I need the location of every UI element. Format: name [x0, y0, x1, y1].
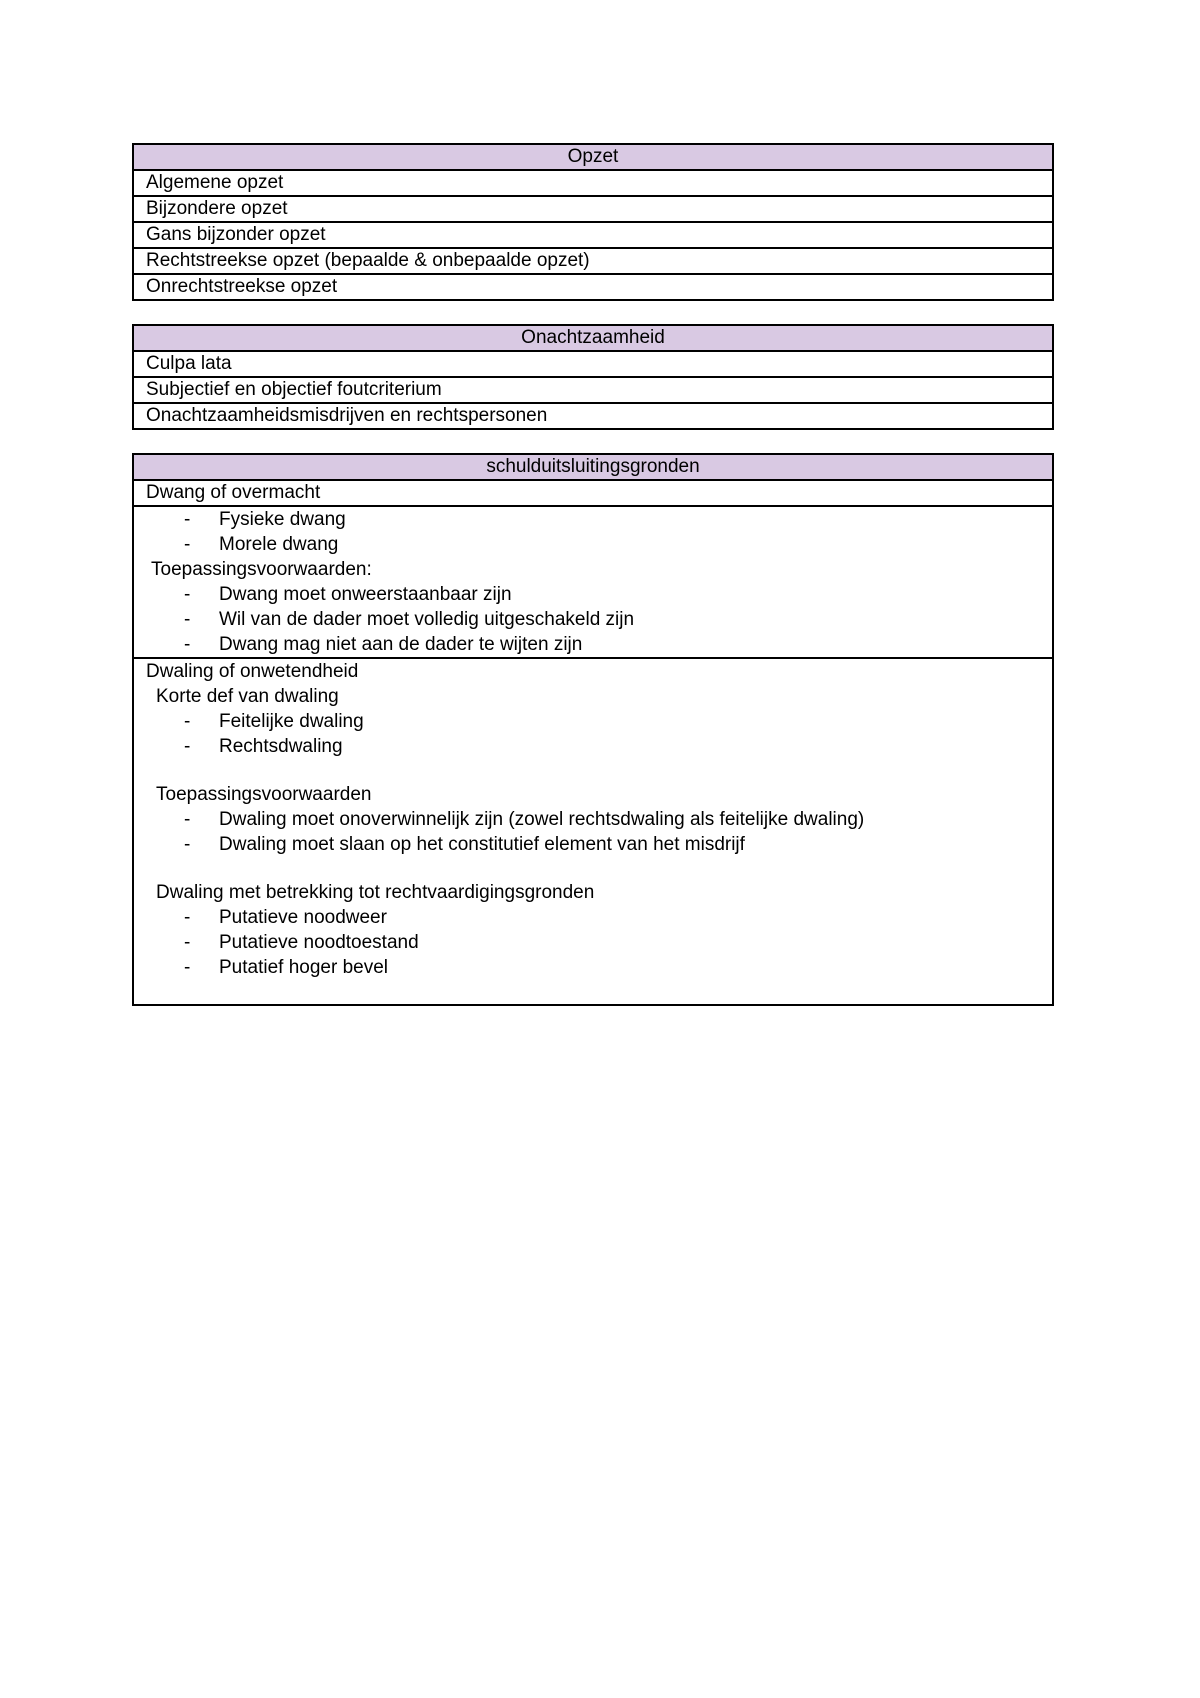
list-item: - Dwang mag niet aan de dader te wijten zijn: [146, 632, 1052, 657]
list-item: - Putatieve noodtoestand: [146, 930, 1052, 955]
spacer: [146, 759, 1052, 782]
list-item: - Morele dwang: [146, 532, 1052, 557]
list-item: - Putatieve noodweer: [146, 905, 1052, 930]
opzet-row: Rechtstreekse opzet (bepaalde & onbepaalde opzet): [134, 249, 1052, 275]
list-item: - Dwang moet onweerstaanbaar zijn: [146, 582, 1052, 607]
opzet-row: Onrechtstreekse opzet: [146, 276, 338, 297]
onachtzaamheid-row: Culpa lata: [134, 352, 1052, 378]
list-item: - Dwaling moet onoverwinnelijk zijn (zowel rechtsdwaling als feitelijke dwaling): [146, 807, 1052, 832]
onachtzaamheid-header: Onachtzaamheid: [134, 326, 1052, 352]
onachtzaamheid-row: Onachtzaamheidsmisdrijven en rechtspersonen: [146, 405, 548, 426]
bullet-dash: -: [184, 584, 191, 605]
bullet-dash: -: [184, 809, 191, 830]
bullet-dash: -: [184, 509, 191, 530]
schulduitsluitingsgronden-header: schulduitsluitingsgronden: [134, 455, 1052, 481]
bullet-dash: -: [184, 534, 191, 555]
dwang-block: [134, 507, 1052, 659]
bullet-dash: -: [184, 634, 191, 655]
bullet-dash: -: [184, 711, 191, 732]
opzet-header: Opzet: [134, 145, 1052, 171]
dwaling-voorwaarden-label: Toepassingsvoorwaarden: [156, 784, 372, 805]
opzet-row: Algemene opzet: [134, 171, 1052, 197]
opzet-table: [132, 143, 1054, 301]
schulduitsluitingsgronden-table: [132, 453, 1054, 1006]
dwaling-block: [134, 659, 1052, 1004]
bullet-dash: -: [184, 736, 191, 757]
bullet-dash: -: [184, 609, 191, 630]
onachtzaamheid-row: Subjectief en objectief foutcriterium: [134, 378, 1052, 404]
list-item: - Rechtsdwaling: [146, 734, 1052, 759]
dwaling-def-label: Korte def van dwaling: [156, 686, 339, 707]
list-item: - Fysieke dwang: [146, 507, 1052, 532]
dwaling-title: Dwaling of onwetendheid: [146, 661, 359, 682]
bullet-dash: -: [184, 834, 191, 855]
onachtzaamheid-table: [132, 324, 1054, 430]
list-item: - Wil van de dader moet volledig uitgeschakeld zijn: [146, 607, 1052, 632]
list-item: - Dwaling moet slaan op het constitutief element van het misdrijf: [146, 832, 1052, 857]
bullet-dash: -: [184, 932, 191, 953]
opzet-row: Bijzondere opzet: [134, 197, 1052, 223]
dwaling-rechtv-label: Dwaling met betrekking tot rechtvaardigingsgronden: [156, 882, 595, 903]
dwang-title: Dwang of overmacht: [134, 481, 1052, 507]
list-item: - Feitelijke dwaling: [146, 709, 1052, 734]
spacer: [146, 857, 1052, 880]
list-item: - Putatief hoger bevel: [146, 955, 1052, 980]
bullet-dash: -: [184, 907, 191, 928]
opzet-row: Gans bijzonder opzet: [134, 223, 1052, 249]
dwang-voorwaarden-label: Toepassingsvoorwaarden:: [151, 559, 372, 580]
bullet-dash: -: [184, 957, 191, 978]
